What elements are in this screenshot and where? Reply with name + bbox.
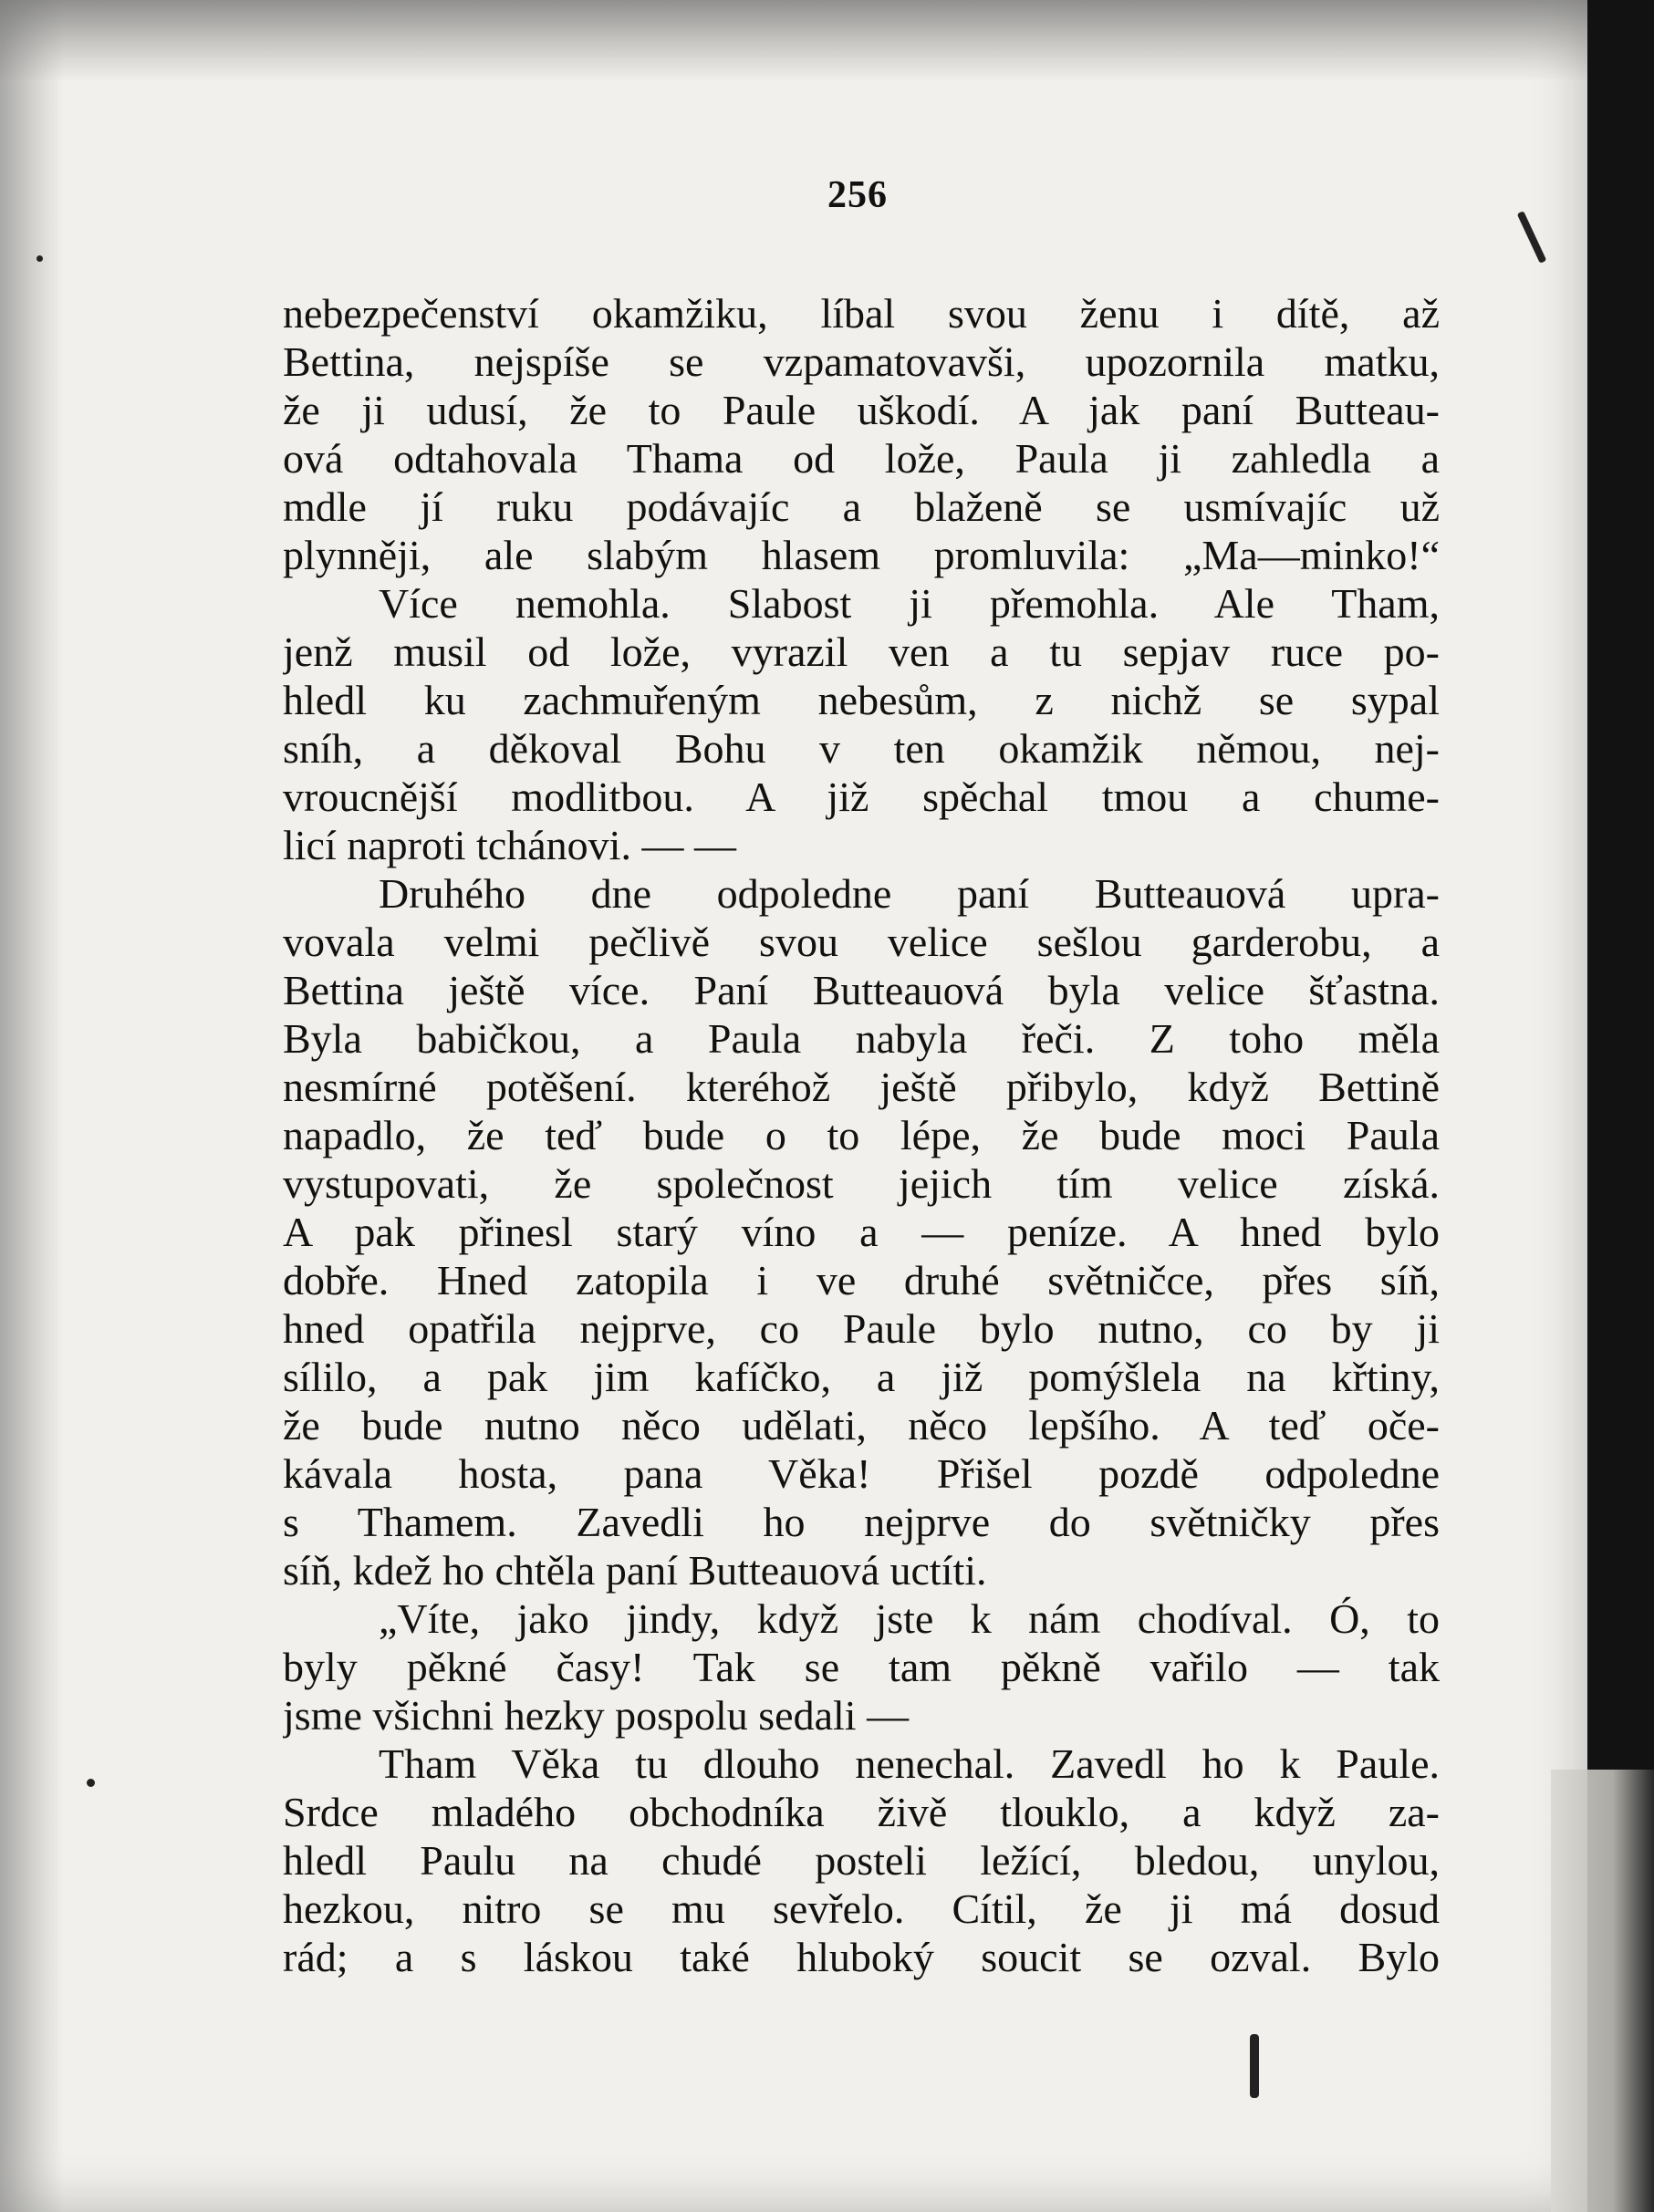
text-line: Více nemohla. Slabost ji přemohla. Ale Tham, bbox=[379, 580, 1440, 627]
text-line: rád; a s láskou také hluboký soucit se ozval. Bylo bbox=[283, 1934, 1440, 1980]
text-line: plynněji, ale slabým hlasem promluvila: „Ma—minko!“ bbox=[283, 532, 1440, 578]
text-line: hned opatřila nejprve, co Paule bylo nutno, co by ji bbox=[283, 1305, 1440, 1352]
text-line: jenž musil od lože, vyrazil ven a tu sepjav ruce po- bbox=[283, 628, 1440, 675]
text-line: nebezpečenství okamžiku, líbal svou ženu i dítě, až bbox=[283, 290, 1440, 337]
text-line: ová odtahovala Thama od lože, Paula ji zahledla a bbox=[283, 435, 1440, 482]
ink-speck bbox=[36, 255, 43, 262]
ink-speck bbox=[87, 1779, 95, 1787]
text-line: Tham Věka tu dlouho nenechal. Zavedl ho k Paule. bbox=[379, 1740, 1440, 1787]
text-line: kávala hosta, pana Věka! Přišel pozdě odpoledne bbox=[283, 1450, 1440, 1497]
text-line: vystupovati, že společnost jejich tím velice získá. bbox=[283, 1160, 1440, 1207]
text-line: A pak přinesl starý víno a — peníze. A hned bylo bbox=[283, 1209, 1440, 1255]
text-line: vroucnější modlitbou. A již spěchal tmou a chume- bbox=[283, 774, 1440, 820]
text-line: sílilo, a pak jim kafíčko, a již pomýšlela na křtiny, bbox=[283, 1354, 1440, 1400]
text-line: byly pěkné časy! Tak se tam pěkně vařilo — tak bbox=[283, 1644, 1440, 1690]
text-line: „Víte, jako jindy, když jste k nám chodíval. Ó, to bbox=[379, 1595, 1440, 1642]
body-text bbox=[283, 289, 1440, 1981]
text-line: Byla babičkou, a Paula nabyla řeči. Z toho měla bbox=[283, 1015, 1440, 1062]
text-line: hledl Paulu na chudé posteli ležící, bledou, unylou, bbox=[283, 1837, 1440, 1884]
text-line: Druhého dne odpoledne paní Butteauová upra- bbox=[379, 870, 1440, 917]
text-line: síň, kdež ho chtěla paní Butteauová uctíti. bbox=[283, 1547, 987, 1594]
text-line: dobře. Hned zatopila i ve druhé světničce, přes síň, bbox=[283, 1257, 1440, 1303]
text-line: že bude nutno něco udělati, něco lepšího. A teď oče- bbox=[283, 1402, 1440, 1449]
text-line: Srdce mladého obchodníka živě tlouklo, a když za- bbox=[283, 1789, 1440, 1835]
text-line: Bettina ještě více. Paní Butteauová byla velice šťastna. bbox=[283, 967, 1440, 1013]
text-line: napadlo, že teď bude o to lépe, že bude moci Paula bbox=[283, 1112, 1440, 1158]
text-line: nesmírné potěšení. kteréhož ještě přibylo, když Bettině bbox=[283, 1064, 1440, 1110]
text-line: že ji udusí, že to Paule uškodí. A jak paní Butteau- bbox=[283, 387, 1440, 433]
ink-speck bbox=[1250, 2034, 1259, 2098]
text-line: Bettina, nejspíše se vzpamatovavši, upozornila matku, bbox=[283, 338, 1440, 385]
text-line: mdle jí ruku podávajíc a blaženě se usmívajíc už bbox=[283, 483, 1440, 530]
text-line: jsme všichni hezky pospolu sedali — bbox=[283, 1692, 910, 1739]
text-line: sníh, a děkoval Bohu v ten okamžik němou, nej- bbox=[283, 725, 1440, 772]
text-line: hledl ku zachmuřeným nebesům, z nichž se sypal bbox=[283, 677, 1440, 723]
text-line: hezkou, nitro se mu sevřelo. Cítil, že ji má dosud bbox=[283, 1885, 1440, 1932]
text-line: licí naproti tchánovi. — — bbox=[283, 822, 736, 868]
adjacent-page-edge bbox=[1551, 1770, 1654, 2212]
text-line: vovala velmi pečlivě svou velice sešlou garderobu, a bbox=[283, 919, 1440, 965]
text-line: s Thamem. Zavedli ho nejprve do světničky přes bbox=[283, 1499, 1440, 1545]
page-number: 256 bbox=[827, 174, 888, 216]
